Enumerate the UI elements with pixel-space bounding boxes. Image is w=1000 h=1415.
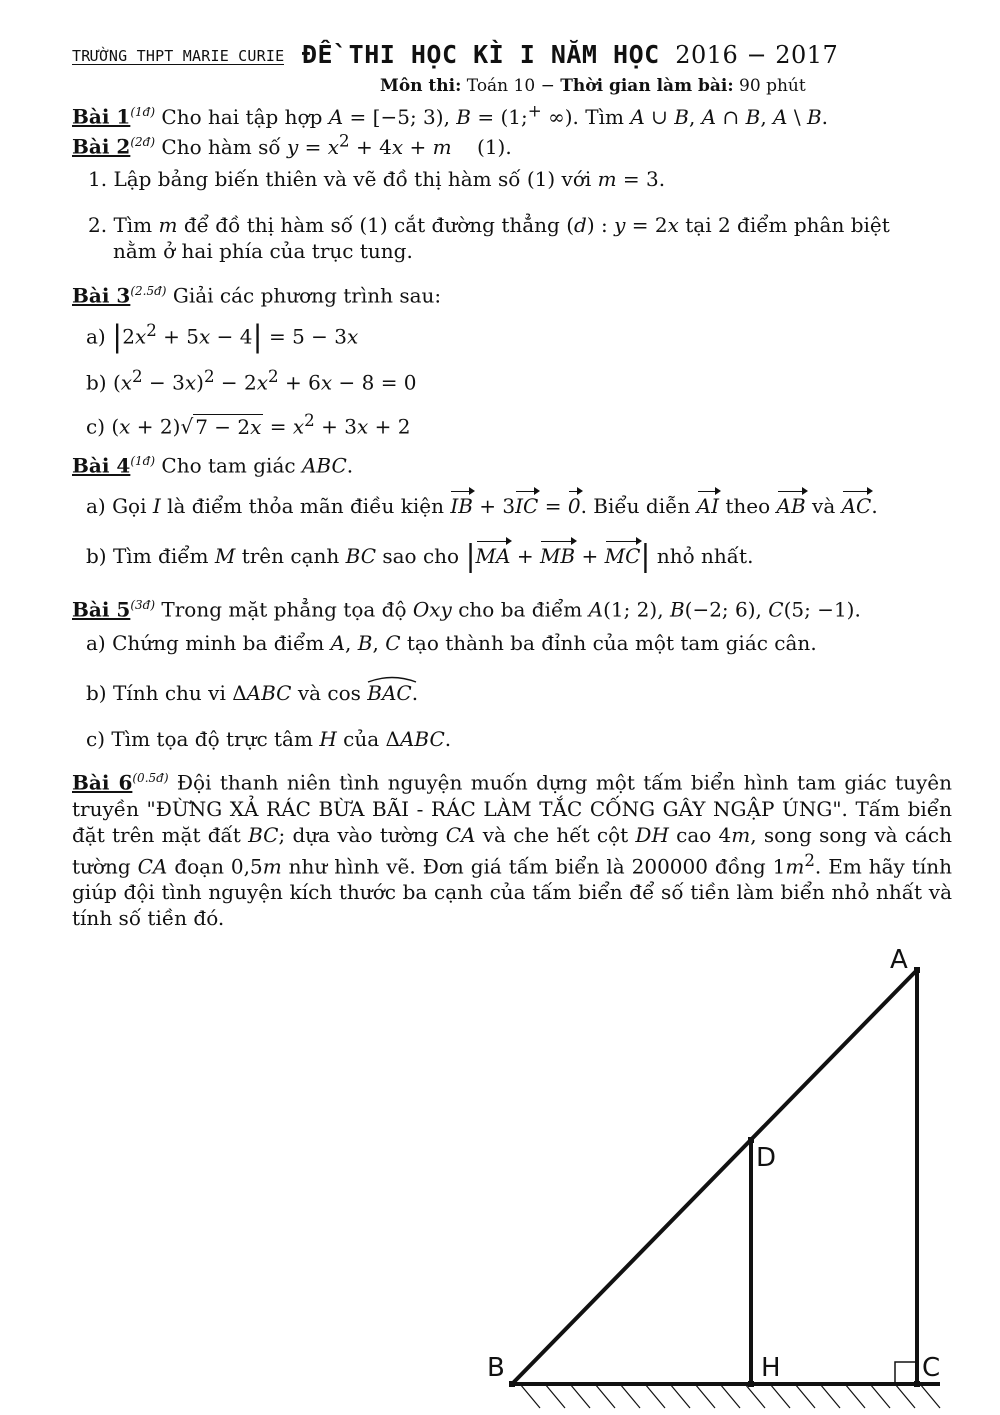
problem-2-item-2: 2. Tìm m để đồ thị hàm số (1) cắt đường thẳng (d) : y = 2x tại 2 điểm phân biệt nằm ở hai phía của trục tung.	[88, 213, 890, 263]
problem-6-points: (0.5đ)	[132, 771, 169, 785]
subject-label: Môn thi:	[380, 76, 462, 96]
subject-value: Toán 10	[466, 76, 536, 96]
problem-4-item-a: a) Gọi I là điểm thỏa mãn điều kiện IB + 3IC = 0. Biểu diễn AI theo AB và AC.	[86, 490, 878, 519]
problem-4-points: (1đ)	[130, 454, 156, 468]
problem-2-intro: Cho hàm số $y = x^2 + 4x + m$ (1).	[161, 131, 512, 159]
problem-2	[72, 128, 512, 160]
exam-header	[72, 40, 952, 70]
problem-6: Bài $6^{(0.5đ)}$ Đội thanh niên tình nguyện muốn dựng một tấm biển hình tam giác tuyên truyền "ĐỪNG XẢ RÁC BỪA BÃI - RÁC LÀM TẮC CỐNG GÂY NGẬP ÚNG". Tấm biển đặt trên mặt đất BC; dựa vào tường CA và che hết cột DH cao 4m, song song và cách tường CA đoạn 0,5m như hình vẽ. Đơn giá tấm biển là 200000 đồng $1m^2$. Em hãy tính giúp đội tình nguyện kích thước ba cạnh của tấm biển để số tiền làm biển nhỏ nhất và tính số tiền đó.	[72, 770, 953, 931]
problem-3-intro: Giải các phương trình sau:	[172, 283, 442, 308]
exam-title-text: ĐỀ THI HỌC KÌ I NĂM HỌC	[302, 40, 660, 69]
problem-3-item-a: a) $|2x^2 + 5x - 4| = 5 - 3x$	[86, 319, 359, 355]
problem-4	[72, 448, 353, 479]
label-c: C	[922, 1353, 941, 1383]
label-h: H	[761, 1353, 781, 1383]
problem-5-item-a: a) Chứng minh ba điểm A, B, C tạo thành ba đỉnh của một tam giác cân.	[86, 631, 817, 655]
school-name: TRƯỜNG THPT MARIE CURIE	[72, 47, 285, 65]
problem-5-intro: Trong mặt phẳng tọa độ Oxy cho ba điểm A(1; 2), B(−2; 6), C(5; −1).	[161, 597, 861, 622]
time-value: 90 phút	[739, 76, 806, 96]
problem-2-points: (2đ)	[130, 135, 156, 149]
label-d: D	[756, 1143, 777, 1173]
problem-1-points: (1đ)	[130, 105, 156, 119]
problem-1	[72, 98, 828, 130]
problem-2-item-1: 1. Lập bảng biến thiên và vẽ đồ thị hàm số (1) với m = 3.	[88, 167, 666, 191]
problem-5-item-b: b) Tính chu vi ΔABC và cos BAC .	[86, 680, 418, 706]
problem-3-item-c: c) (x + 2)√ $7 - 2x = x^2 + 3x + 2$	[86, 411, 411, 439]
problem-4-item-b: b) Tìm điểm M trên cạnh BC sao cho |MA + MB + MC| nhỏ nhất.	[86, 539, 754, 574]
problem-4-label: Bài 4	[72, 453, 131, 478]
time-label: Thời gian làm bài:	[560, 76, 734, 96]
problem-1-text: Cho hai tập hợp A = [−5; 3), B = (1;+ ∞). Tìm A ∪ B, A ∩ B, A \ B.	[161, 101, 828, 129]
problem-3-points: (2.5đ)	[130, 284, 167, 298]
problem-4-intro: Cho tam giác ABC.	[161, 453, 354, 478]
problem-3-label: Bài 3	[72, 283, 131, 308]
exam-subtitle: Môn thi: Toán 10 − Thời gian làm bài: 90 phút	[380, 76, 806, 96]
problem-5	[72, 592, 861, 623]
label-b: B	[487, 1353, 505, 1383]
problem-6-label: Bài 6	[72, 770, 133, 795]
label-a: A	[890, 945, 908, 975]
problem-2-label: Bài 2	[72, 134, 131, 159]
problem-3-item-b: b) $(x^2 - 3x)^2 - 2x^2 + 6x - 8 = 0$	[86, 367, 417, 395]
problem-5-item-c: c) Tìm tọa độ trực tâm H của ΔABC.	[86, 727, 452, 751]
segment-ab	[512, 970, 917, 1384]
school-year: 2016 − 2017	[675, 41, 839, 69]
problem-5-label: Bài 5	[72, 597, 131, 622]
exam-title	[302, 40, 838, 69]
ground-hatching	[520, 1384, 940, 1408]
billboard-figure	[0, 940, 1000, 1415]
problem-5-points: (3đ)	[130, 598, 156, 612]
right-angle-mark	[895, 1362, 917, 1384]
problem-3	[72, 278, 441, 309]
problem-1-label: Bài 1	[72, 104, 131, 129]
